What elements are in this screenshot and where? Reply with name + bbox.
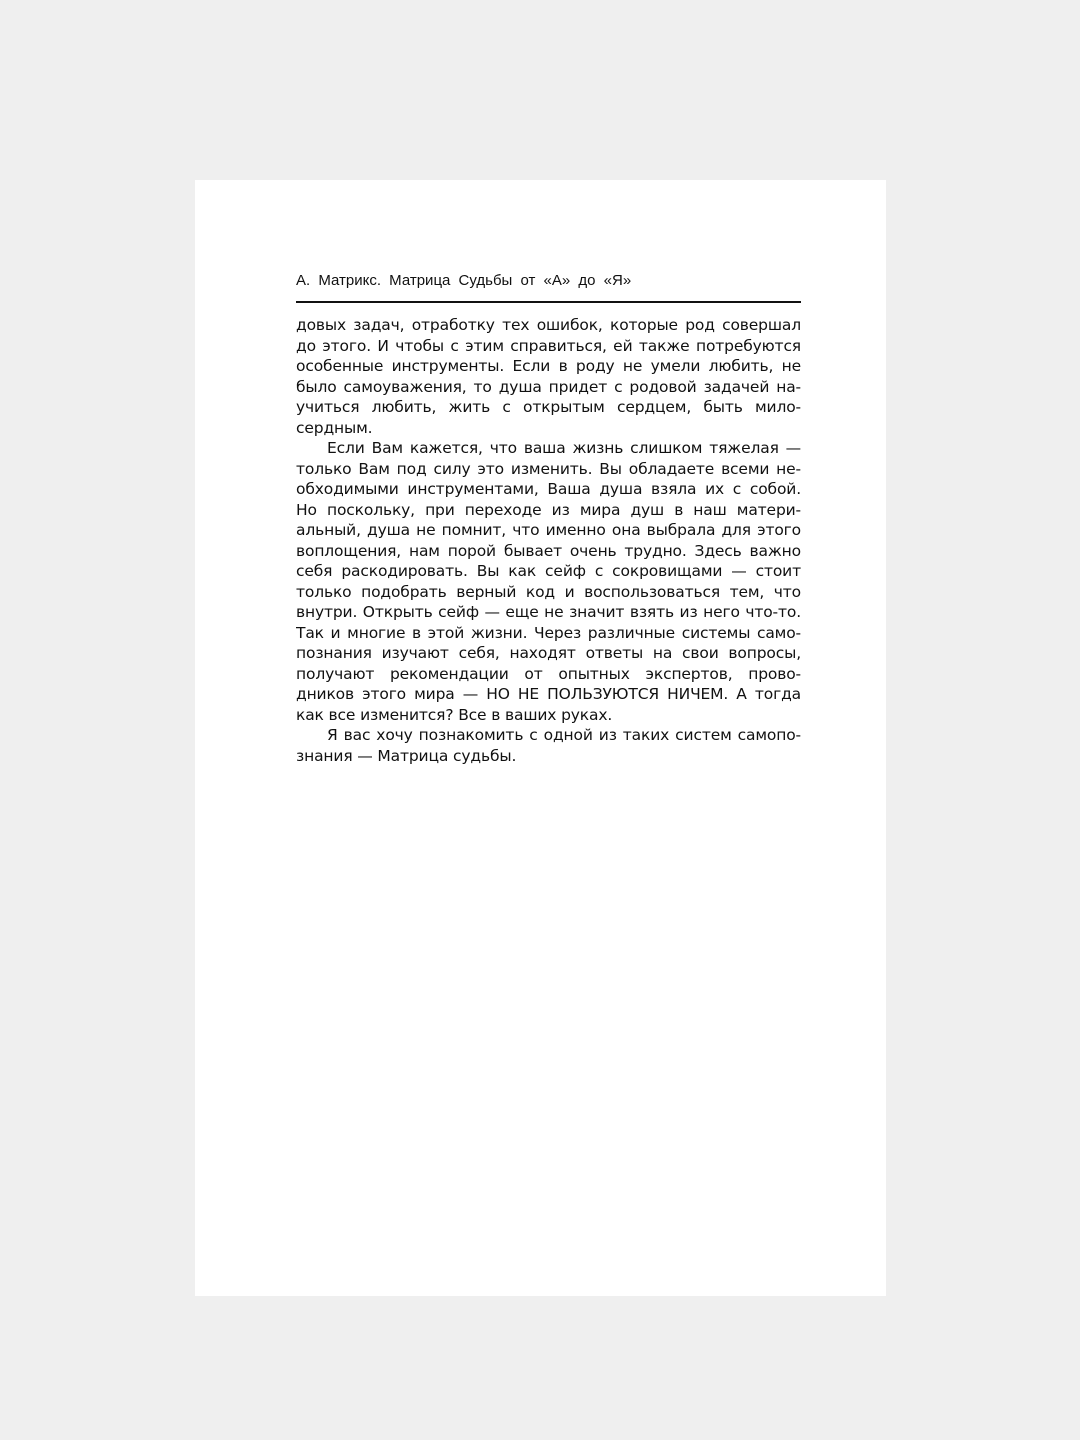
text-line: воплощения, нам порой бывает очень трудно. Здесь важно bbox=[296, 541, 801, 560]
text-line: учиться любить, жить с открытым сердцем, быть мило- bbox=[296, 398, 801, 416]
text-line: как все изменится? Все в ваших руках. bbox=[296, 705, 613, 724]
text-line: знания — Матрица судьбы. bbox=[296, 746, 517, 765]
text-line: Так и многие в этой жизни. Через различные системы само- bbox=[296, 623, 801, 642]
text-line: только Вам под силу это изменить. Вы обладаете всеми не- bbox=[296, 459, 801, 478]
text-line: внутри. Открыть сейф — еще не значит взять из него что-то. bbox=[296, 603, 801, 621]
text-line: получают рекомендации от опытных экспертов, прово- bbox=[296, 664, 801, 683]
page-text bbox=[296, 315, 801, 766]
text-line: Если Вам кажется, что ваша жизнь слишком тяжелая — bbox=[327, 439, 801, 457]
text-line: довых задач, отработку тех ошибок, которые род совершал bbox=[296, 316, 801, 334]
text-line: только подобрать верный код и воспользоваться тем, что bbox=[296, 582, 801, 601]
text-line: было самоуважения, то душа придет с родовой задачей на- bbox=[296, 377, 801, 396]
text-line: себя раскодировать. Вы как сейф с сокровищами — стоит bbox=[296, 562, 801, 580]
text-line: познания изучают себя, находят ответы на свои вопросы, bbox=[296, 644, 801, 662]
book-page bbox=[195, 180, 886, 1296]
text-line: обходимыми инструментами, Ваша душа взяла их с собой. bbox=[296, 480, 801, 498]
text-line: до этого. И чтобы с этим справиться, ей также потребуются bbox=[296, 336, 801, 355]
text-line: Я вас хочу познакомить с одной из таких систем самопо- bbox=[327, 726, 801, 744]
text-line: альный, душа не помнит, что именно она выбрала для этого bbox=[296, 521, 801, 539]
running-header: А. Матрикс. Матрица Судьбы от «А» до «Я» bbox=[296, 271, 801, 303]
text-line: сердным. bbox=[296, 418, 373, 437]
text-line: Но поскольку, при переходе из мира душ в наш матери- bbox=[296, 500, 801, 519]
text-line: особенные инструменты. Если в роду не умели любить, не bbox=[296, 357, 801, 375]
text-line: дников этого мира — НО НЕ ПОЛЬЗУЮТСЯ НИЧЕМ. А тогда bbox=[296, 685, 801, 703]
